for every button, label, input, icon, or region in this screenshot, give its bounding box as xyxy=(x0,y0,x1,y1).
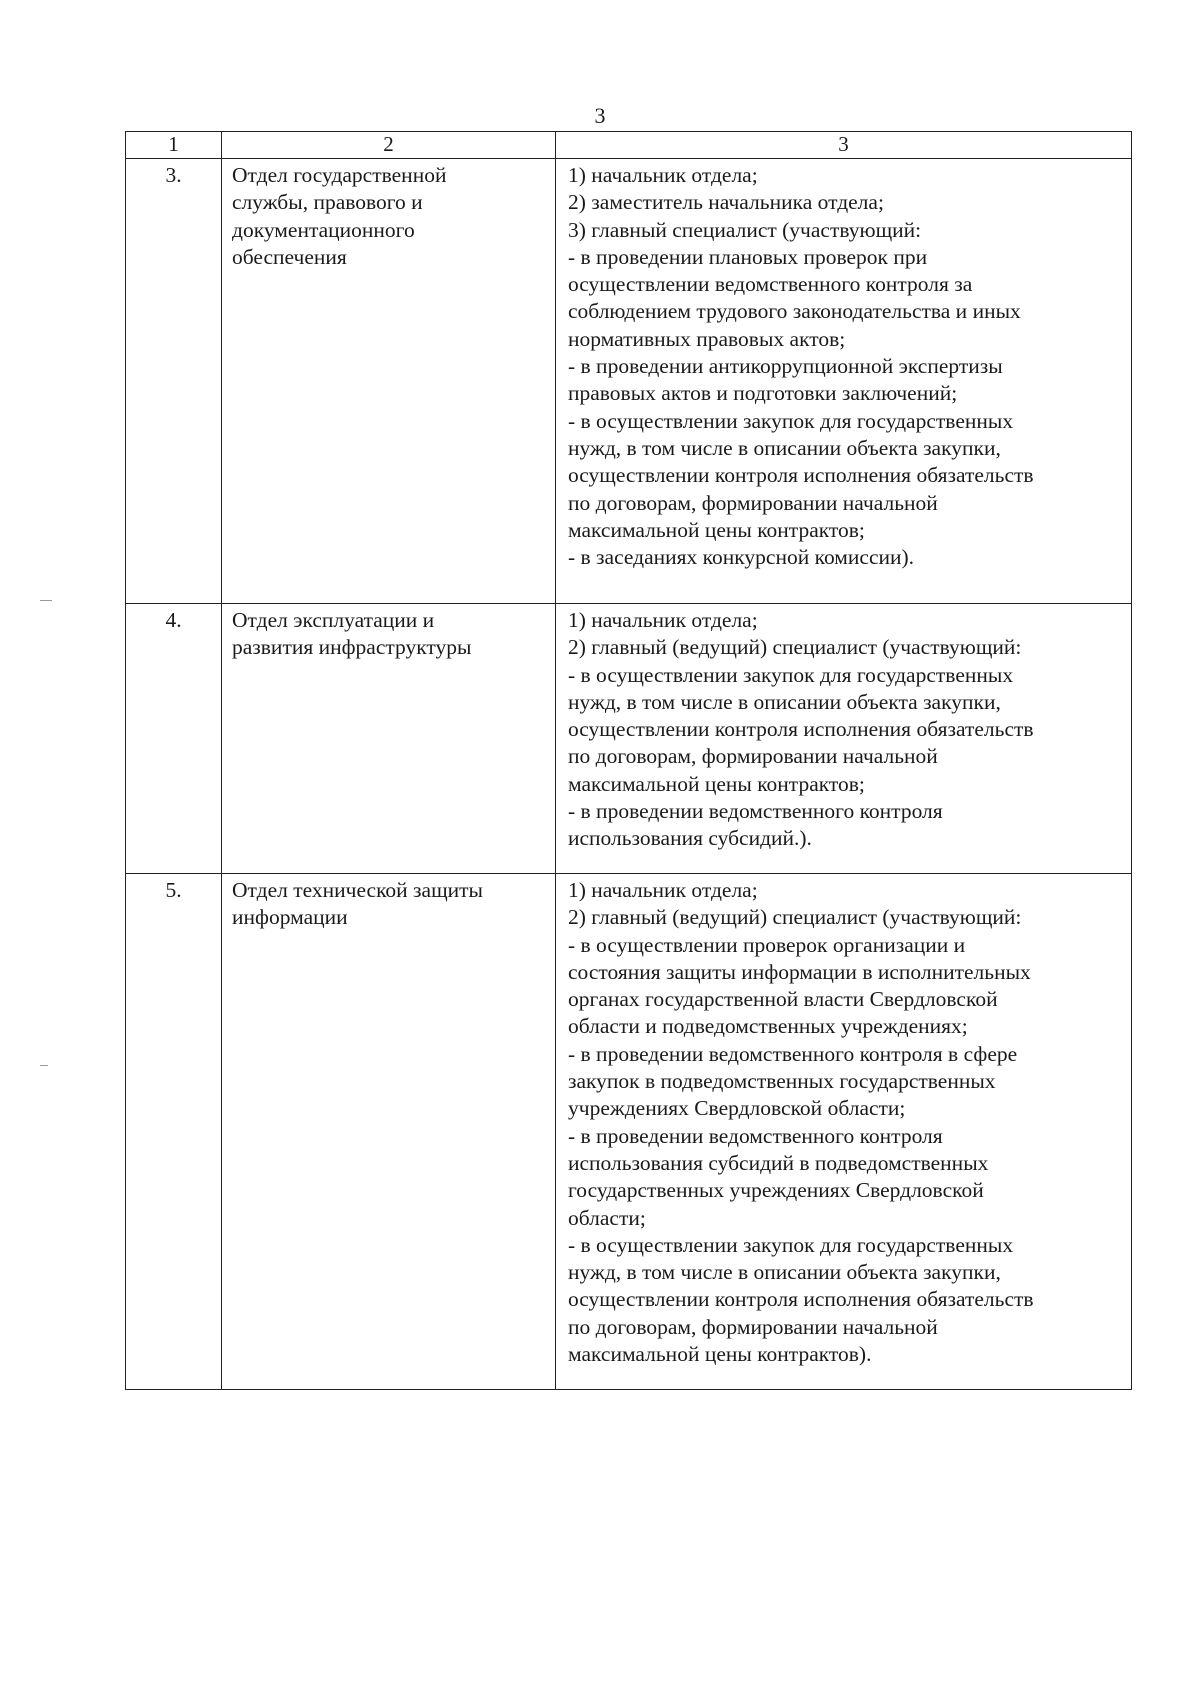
row-number: 3. xyxy=(126,159,222,604)
text-line: максимальной цены контрактов; xyxy=(568,517,865,542)
text-line: осуществлении ведомственного контроля за xyxy=(568,272,973,297)
text-line: осуществлении контроля исполнения обязательств xyxy=(568,1287,1034,1312)
header-cell: 1 xyxy=(126,132,222,159)
text-line: 2) заместитель начальника отдела; xyxy=(568,190,884,215)
text-line: 2) главный (ведущий) специалист (участвующий: xyxy=(568,905,1022,930)
text-line: службы, правового и xyxy=(232,190,423,215)
text-line: нужд, в том числе в описании объекта закупки, xyxy=(568,435,1001,460)
text-line: 3) главный специалист (участвующий: xyxy=(568,217,922,242)
text-line: государственных учреждениях Свердловской xyxy=(568,1178,984,1203)
text-line: - в проведении ведомственного контроля в сфере xyxy=(568,1041,1018,1066)
table-row xyxy=(126,874,1132,1390)
text-line: по договорам, формировании начальной xyxy=(568,490,938,515)
text-line: - в заседаниях конкурсной комиссии). xyxy=(568,545,915,570)
text-line: правовых актов и подготовки заключений; xyxy=(568,381,958,406)
text-line: максимальной цены контрактов; xyxy=(568,771,865,796)
text-line: документационного xyxy=(232,217,415,242)
text-line: нужд, в том числе в описании объекта закупки, xyxy=(568,1260,1001,1285)
text-line: использования субсидий в подведомственных xyxy=(568,1150,989,1175)
table-row xyxy=(126,604,1132,874)
text-line: 1) начальник отдела; xyxy=(568,608,758,632)
table-header-row xyxy=(126,132,1132,159)
header-cell: 3 xyxy=(556,132,1132,159)
scan-margin-mark xyxy=(40,600,52,601)
row-number: 5. xyxy=(126,874,222,1390)
text-line: области; xyxy=(568,1205,646,1230)
text-line: - в проведении ведомственного контроля xyxy=(568,799,943,824)
text-line: области и подведомственных учреждениях; xyxy=(568,1014,968,1039)
department-name xyxy=(222,604,556,874)
text-line: осуществлении контроля исполнения обязательств xyxy=(568,463,1034,488)
department-name xyxy=(222,159,556,604)
text-line: 2) главный (ведущий) специалист (участвующий: xyxy=(568,635,1022,660)
text-line: - в проведении ведомственного контроля xyxy=(568,1123,943,1148)
text-line: нужд, в том числе в описании объекта закупки, xyxy=(568,689,1001,714)
text-line: Отдел эксплуатации и xyxy=(232,608,435,632)
text-line: Отдел технической защиты xyxy=(232,878,483,902)
text-line: информации xyxy=(232,905,348,930)
text-line: 1) начальник отдела; xyxy=(568,163,758,187)
text-line: использования субсидий.). xyxy=(568,826,812,851)
text-line: - в осуществлении проверок организации и xyxy=(568,932,966,957)
row-number: 4. xyxy=(126,604,222,874)
text-line: - в проведении плановых проверок при xyxy=(568,244,928,269)
positions-table xyxy=(125,131,1132,1390)
text-line: обеспечения xyxy=(232,244,347,269)
text-line: соблюдением трудового законодательства и иных xyxy=(568,299,1021,324)
text-line: развития инфраструктуры xyxy=(232,635,472,660)
page-number: 3 xyxy=(594,103,606,128)
text-line: учреждениях Свердловской области; xyxy=(568,1096,906,1121)
text-line: по договорам, формировании начальной xyxy=(568,744,938,769)
text-line: органах государственной власти Свердловской xyxy=(568,987,998,1012)
text-line: - в проведении антикоррупционной экспертизы xyxy=(568,354,1003,379)
text-line: Отдел государственной xyxy=(232,163,447,187)
text-line: 1) начальник отдела; xyxy=(568,878,758,902)
positions-list xyxy=(556,604,1132,874)
positions-list xyxy=(556,159,1132,604)
table-row xyxy=(126,159,1132,604)
positions-list xyxy=(556,874,1132,1390)
text-line: - в осуществлении закупок для государственных xyxy=(568,662,1014,687)
text-line: нормативных правовых актов; xyxy=(568,326,846,351)
text-line: - в осуществлении закупок для государственных xyxy=(568,1232,1014,1257)
text-line: по договорам, формировании начальной xyxy=(568,1314,938,1339)
text-line: - в осуществлении закупок для государственных xyxy=(568,408,1014,433)
text-line: состояния защиты информации в исполнительных xyxy=(568,959,1031,984)
text-line: закупок в подведомственных государственных xyxy=(568,1069,996,1094)
department-name xyxy=(222,874,556,1390)
text-line: осуществлении контроля исполнения обязательств xyxy=(568,717,1034,742)
text-line: максимальной цены контрактов). xyxy=(568,1342,872,1367)
header-cell: 2 xyxy=(222,132,556,159)
scan-margin-mark xyxy=(40,1065,48,1066)
